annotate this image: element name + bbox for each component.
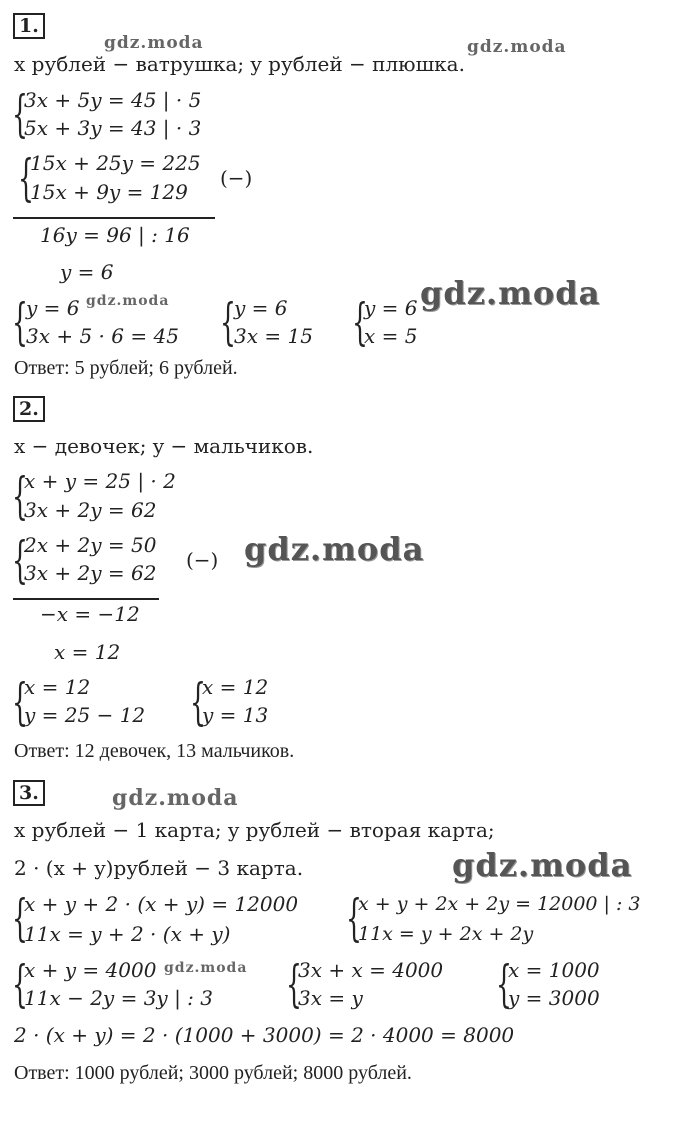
brace: { xyxy=(496,955,512,1013)
brace: { xyxy=(352,293,368,351)
divider-line xyxy=(13,598,159,600)
problem-3-intro: x рублей − 1 карта; y рублей − вторая карта; xyxy=(14,818,495,842)
watermark: gdz.moda xyxy=(164,960,248,976)
difference-line: 16y = 96 | : 16 xyxy=(40,223,190,247)
system-line: 3x + 5 · 6 = 45 xyxy=(26,324,179,348)
subtract-mark: (−) xyxy=(186,548,219,572)
problem-3-number: 3. xyxy=(13,780,45,806)
system-line: y = 3000 xyxy=(508,986,600,1010)
brace: { xyxy=(12,85,28,143)
watermark: gdz.moda xyxy=(244,530,425,568)
system-line: x + y + 2 · (x + y) = 12000 xyxy=(24,892,299,916)
problem-1-number: 1. xyxy=(13,13,45,39)
brace: { xyxy=(12,889,28,947)
subtract-mark: (−) xyxy=(220,166,253,190)
system-line: x = 1000 xyxy=(508,958,600,982)
system-line: 3x = y xyxy=(298,986,363,1010)
system-line: 11x − 2y = 3y | : 3 xyxy=(24,986,213,1010)
problem-2-number: 2. xyxy=(13,396,45,422)
system-line: 3x + 2y = 62 xyxy=(24,498,157,522)
problem-1-intro: x рублей − ватрушка; y рублей − плюшка. xyxy=(14,52,465,76)
result-line: x = 12 xyxy=(54,640,121,664)
system-line: 15x + 9y = 129 xyxy=(30,180,188,204)
brace: { xyxy=(346,889,362,947)
difference-line: −x = −12 xyxy=(40,602,140,626)
system-line: 11x = y + 2x + 2y xyxy=(358,923,534,945)
system-line: 11x = y + 2 · (x + y) xyxy=(24,922,231,946)
watermark: gdz.moda xyxy=(467,37,567,57)
problem-1-answer: Ответ: 5 рублей; 6 рублей. xyxy=(14,357,238,379)
system-line: 5x + 3y = 43 | · 3 xyxy=(24,116,202,140)
brace: { xyxy=(12,955,28,1013)
problem-3-answer: Ответ: 1000 рублей; 3000 рублей; 8000 рублей. xyxy=(14,1062,412,1084)
system-line: x = 5 xyxy=(364,324,418,348)
brace: { xyxy=(18,149,34,207)
system-line: 15x + 25y = 225 xyxy=(30,151,201,175)
calculation-line: 2 · (x + y) = 2 · (1000 + 3000) = 2 · 4000 = 8000 xyxy=(14,1023,515,1047)
system-line: y = 25 − 12 xyxy=(24,703,146,727)
brace: { xyxy=(12,673,28,731)
system-line: y = 6 xyxy=(26,296,80,320)
system-line: x + y + 2x + 2y = 12000 | : 3 xyxy=(358,893,641,915)
problem-2-answer: Ответ: 12 девочек, 13 мальчиков. xyxy=(14,740,295,762)
brace: { xyxy=(220,293,236,351)
system-line: x = 12 xyxy=(202,675,269,699)
system-line: 2x + 2y = 50 xyxy=(24,533,157,557)
watermark: gdz.moda xyxy=(104,33,204,53)
system-line: x = 12 xyxy=(24,675,91,699)
brace: { xyxy=(12,467,28,525)
system-line: y = 6 xyxy=(364,296,418,320)
brace: { xyxy=(12,531,28,589)
system-line: 3x = 15 xyxy=(234,324,313,348)
watermark: gdz.moda xyxy=(452,846,633,884)
brace: { xyxy=(286,955,302,1013)
problem-2-intro: x − девочек; y − мальчиков. xyxy=(14,434,314,458)
divider-line xyxy=(13,217,215,219)
problem-3-intro-2: 2 · (x + y)рублей − 3 карта. xyxy=(14,856,304,880)
system-line: 3x + 5y = 45 | · 5 xyxy=(24,88,202,112)
watermark: gdz.moda xyxy=(112,785,239,811)
brace: { xyxy=(190,673,206,731)
system-line: 3x + 2y = 62 xyxy=(24,561,157,585)
system-line: y = 6 xyxy=(234,296,288,320)
result-line: y = 6 xyxy=(60,260,114,284)
brace: { xyxy=(12,293,28,351)
watermark: gdz.moda xyxy=(420,274,601,312)
system-line: y = 13 xyxy=(202,703,269,727)
watermark: gdz.moda xyxy=(86,293,170,309)
system-line: 3x + x = 4000 xyxy=(298,958,444,982)
system-line: x + y = 25 | · 2 xyxy=(24,469,176,493)
system-line: x + y = 4000 xyxy=(24,958,157,982)
